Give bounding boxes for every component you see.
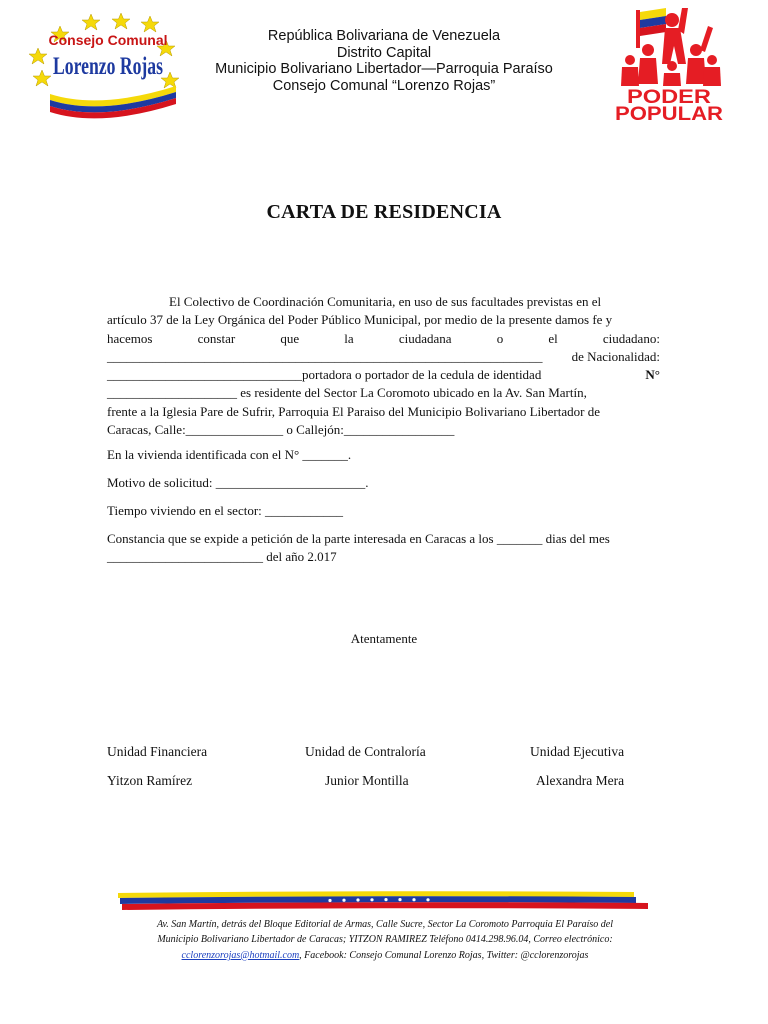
unit-financial: Unidad Financiera — [107, 744, 208, 759]
header-line-municipality: Municipio Bolivariano Libertador—Parroquia Paraíso — [215, 61, 553, 77]
id-number-blank: ____________________ — [107, 385, 237, 401]
unit-comptroller: Unidad de Contraloría — [305, 744, 426, 759]
unit-executive: Unidad Ejecutiva — [530, 744, 625, 759]
name-blank: ___________________________________________________________________ — [107, 348, 543, 364]
footer-line-3 — [110, 948, 660, 963]
footer-line-2: Municipio Bolivariano Libertador de Caracas; YITZON RAMIREZ Teléfono 0414.298.96.04, Correo electrónico: — [157, 934, 613, 946]
header-line-district: Distrito Capital — [336, 44, 432, 61]
document-title: CARTA DE RESIDENCIA — [266, 201, 502, 223]
footer-email-link[interactable]: cclorenzorojas@hotmail.com — [181, 949, 300, 961]
housing-number-field: En la vivienda identificada con el N° _______. — [107, 447, 352, 462]
closing-salutation: Atentamente — [350, 631, 418, 646]
body-paragraph — [107, 293, 660, 439]
header-line-republic: República Bolivariana de Venezuela — [267, 28, 501, 44]
id-number-label: N° — [645, 367, 660, 383]
logo-left-main-text: Lorenzo Rojas — [53, 53, 164, 80]
poder-popular-logo — [608, 6, 730, 125]
paragraph-line-6 — [107, 384, 660, 402]
signer-comptroller: Junior Montilla — [325, 773, 409, 788]
paragraph-line-2: artículo 37 de la Ley Orgánica del Poder Público Municipal, por medio de la presente damos fe y — [107, 312, 613, 328]
signer-financial: Yitzon Ramírez — [107, 773, 193, 788]
paragraph-line-4 — [107, 348, 660, 366]
footer-flag-stripes — [118, 890, 648, 912]
logo-right-bottom-text: POPULAR — [615, 104, 724, 125]
request-reason-field: Motivo de solicitud: _______________________. — [107, 475, 369, 490]
signer-executive: Alexandra Mera — [536, 773, 625, 788]
nationality-label: de Nacionalidad: — [571, 348, 660, 364]
paragraph-line-7: frente a la Iglesia Pare de Sufrir, Parroquia El Paraiso del Municipio Bolivariano Libertador de — [107, 403, 600, 419]
id-card-label: portadora o portador de la cedula de identidad — [302, 367, 542, 383]
paragraph-line-5 — [107, 366, 660, 384]
paragraph-line-1-text: El Colectivo de Coordinación Comunitaria, en uso de sus facultades previstas en el — [169, 294, 602, 309]
residence-text: es residente del Sector La Coromoto ubicado en la Av. San Martín, — [237, 385, 587, 401]
letterhead — [175, 28, 593, 94]
constancia-line-2: ________________________ del año 2.017 — [107, 549, 337, 564]
consejo-comunal-logo — [30, 12, 180, 112]
paragraph-line-3: hacemos constar que la ciudadana o el ciudadano: — [107, 330, 660, 346]
logo-left-top-text: Consejo Comunal — [48, 32, 168, 48]
paragraph-line-8: Caracas, Calle:_______________ o Callejón:_________________ — [107, 422, 455, 438]
nationality-blank: ______________________________ — [107, 367, 302, 383]
footer-social: , Facebook: Consejo Comunal Lorenzo Rojas, Twitter: @cclorenzorojas — [299, 949, 589, 961]
footer-contact — [110, 917, 660, 963]
time-living-field: Tiempo viviendo en el sector: ____________ — [107, 503, 344, 518]
paragraph-line-1 — [107, 293, 660, 311]
constancia-line-1: Constancia que se expide a petición de la parte interesada en Caracas a los _______ dias del mes — [107, 531, 610, 546]
header-line-council: Consejo Comunal “Lorenzo Rojas” — [272, 77, 496, 94]
logo-right-top-text: PODER — [627, 87, 712, 108]
footer-line-1: Av. San Martín, detrás del Bloque Editorial de Armas, Calle Sucre, Sector La Coromoto Parroquia El Paraíso del — [157, 919, 613, 930]
